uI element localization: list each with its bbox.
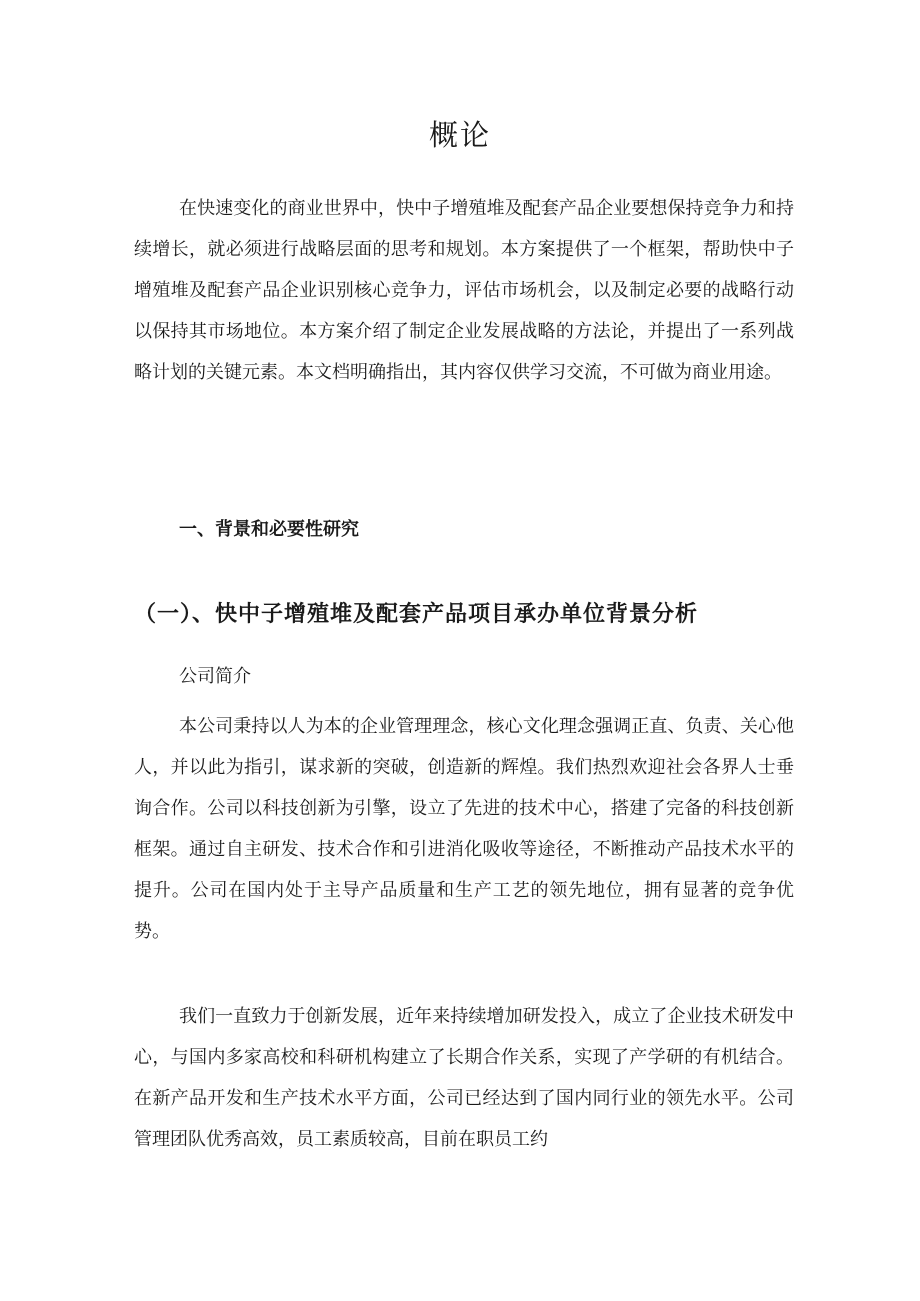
- company-profile-paragraph-1: 本公司秉持以人为本的企业管理理念，核心文化理念强调正直、负责、关心他人，并以此为指引，谋求新的突破，创造新的辉煌。我们热烈欢迎社会各界人士垂询合作。公司以科技创新为引擎，设立了先进的技术中心，搭建了完备的科技创新框架。通过自主研发、技术合作和引进消化吸收等途径，不断推动产品技术水平的提升。公司在国内处于主导产品质量和生产工艺的领先地位，拥有显著的竞争优势。: [134, 716, 794, 942]
- subheading-company-profile: 公司简介: [179, 666, 251, 687]
- document-title: 概论: [428, 118, 491, 152]
- intro-paragraph: 在快速变化的商业世界中，快中子增殖堆及配套产品企业要想保持竞争力和持续增长，就必须进行战略层面的思考和规划。本方案提供了一个框架，帮助快中子增殖堆及配套产品企业识别核心竞争力，评估市场机会，以及制定必要的战略行动以保持其市场地位。本方案介绍了制定企业发展战略的方法论，并提出了一系列战略计划的关键元素。本文档明确指出，其内容仅供学习交流，不可做为商业用途。: [134, 198, 794, 383]
- section-heading-background: 一、背景和必要性研究: [179, 519, 359, 540]
- company-profile-paragraph-2: 我们一直致力于创新发展，近年来持续增加研发投入，成立了企业技术研发中心，与国内多家高校和科研机构建立了长期合作关系，实现了产学研的有机结合。在新产品开发和生产技术水平方面，公司已经达到了国内同行业的领先水平。公司管理团队优秀高效，员工素质较高，目前在职员工约: [134, 1006, 794, 1150]
- subsection-heading-company-background: （一）、快中子增殖堆及配套产品项目承办单位背景分析: [134, 601, 699, 627]
